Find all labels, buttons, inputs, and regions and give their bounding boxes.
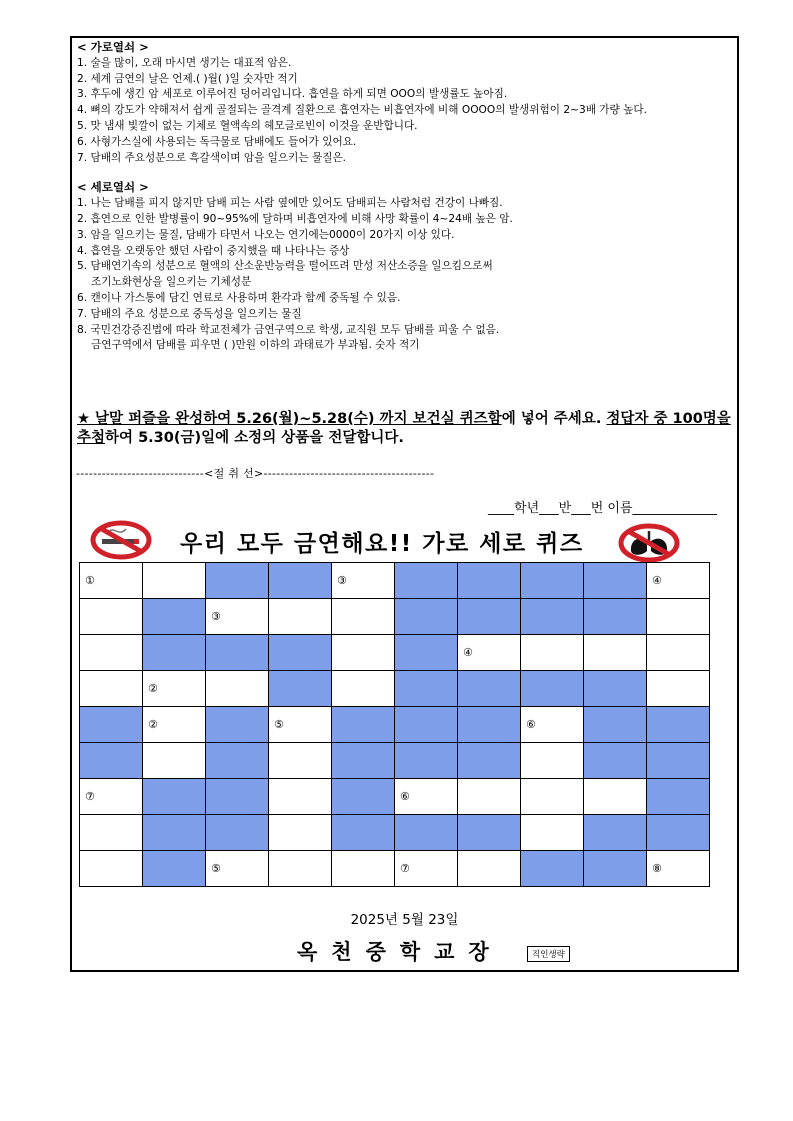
grid-cell-number: ⑦: [400, 862, 410, 875]
grid-cell-number: ④: [463, 646, 473, 659]
grid-cell-number: ③: [211, 610, 221, 623]
grid-cell-number: ⑦: [85, 790, 95, 803]
grid-row: [80, 779, 710, 815]
grid-cell-blocked: [206, 707, 269, 743]
grid-cell-answer[interactable]: [269, 851, 332, 887]
grid-cell-answer[interactable]: [269, 815, 332, 851]
grid-cell-blocked: [647, 779, 710, 815]
grid-cell-answer[interactable]: [80, 671, 143, 707]
grid-cell-answer[interactable]: [647, 635, 710, 671]
grid-cell-answer[interactable]: [143, 707, 206, 743]
across-clue: 5. 맛 냄새 빛깔이 없는 기체로 혈액속의 헤모글로빈이 이것을 운반합니다.: [77, 119, 418, 132]
grid-row: [80, 563, 710, 599]
no-smoking-lungs-icon: [618, 523, 680, 563]
grid-cell-blocked: [206, 743, 269, 779]
grid-cell-blocked: [647, 815, 710, 851]
grid-cell-answer[interactable]: [269, 599, 332, 635]
grid-cell-answer[interactable]: [332, 599, 395, 635]
grid-cell-blocked: [458, 815, 521, 851]
down-clue: 2. 흡연으로 인한 발병률이 90~95%에 달하며 비흡연자에 비해 사망 확률이 4~24배 높은 암.: [77, 212, 513, 225]
grid-cell-answer[interactable]: [647, 671, 710, 707]
grid-cell-blocked: [521, 599, 584, 635]
grid-cell-blocked: [584, 851, 647, 887]
grid-cell-answer[interactable]: [458, 635, 521, 671]
down-clue-continued: 금연구역에서 담배를 피우면 ( )만원 이하의 과태료가 부과됨. 숫자 적기: [91, 339, 420, 352]
no-smoking-icon: [90, 520, 152, 560]
grid-cell-answer[interactable]: [647, 599, 710, 635]
notice-text: 에 넣어 주세요.: [501, 411, 607, 427]
grid-cell-blocked: [143, 599, 206, 635]
grid-cell-answer[interactable]: [521, 707, 584, 743]
quiz-title: 우리 모두 금연해요!! 가로 세로 퀴즈: [180, 531, 584, 557]
grid-cell-blocked: [458, 743, 521, 779]
grid-row: [80, 599, 710, 635]
grid-cell-blocked: [332, 815, 395, 851]
grid-cell-answer[interactable]: [80, 563, 143, 599]
grid-cell-blocked: [80, 707, 143, 743]
grid-cell-blocked: [458, 671, 521, 707]
grid-cell-answer[interactable]: [80, 851, 143, 887]
grid-cell-answer[interactable]: [80, 635, 143, 671]
grid-cell-blocked: [269, 563, 332, 599]
down-clue: 8. 국민건강증진법에 따라 학교전체가 금연구역으로 학생, 교직원 모두 담배를 피울 수 없음.: [77, 323, 500, 336]
down-title: < 세로열쇠 >: [77, 180, 149, 195]
grid-cell-blocked: [395, 563, 458, 599]
down-clue: 6. 캔이나 가스통에 담긴 연료로 사용하며 환각과 함께 중독될 수 있음.: [77, 291, 401, 304]
grid-cell-blocked: [647, 743, 710, 779]
grid-cell-blocked: [332, 743, 395, 779]
grid-cell-blocked: [206, 779, 269, 815]
across-clue: 2. 세계 금연의 날은 언제.( )월( )일 숫자만 적기: [77, 72, 298, 85]
grid-cell-answer[interactable]: [584, 779, 647, 815]
grid-cell-blocked: [584, 671, 647, 707]
grid-cell-number: ⑤: [274, 718, 284, 731]
grid-row: [80, 743, 710, 779]
grid-cell-blocked: [143, 851, 206, 887]
principal-signature: 옥천중학교장: [297, 940, 503, 964]
down-clue: 3. 암을 일으키는 물질, 담배가 타면서 나오는 연기에는0000이 20가지 이상 있다.: [77, 228, 455, 241]
submission-notice: [77, 410, 737, 448]
student-info-line: ____학년___반___번 이름_____________: [488, 501, 717, 516]
issue-date: 2025년 5월 23일: [350, 912, 459, 928]
grid-cell-answer[interactable]: [269, 779, 332, 815]
grid-cell-blocked: [584, 743, 647, 779]
grid-cell-blocked: [584, 563, 647, 599]
grid-cell-blocked: [206, 635, 269, 671]
grid-cell-blocked: [395, 743, 458, 779]
grid-cell-answer[interactable]: [395, 851, 458, 887]
grid-cell-answer[interactable]: [584, 635, 647, 671]
grid-cell-blocked: [143, 779, 206, 815]
down-clue-continued: 조기노화현상을 일으키는 기체성분: [91, 276, 252, 289]
grid-cell-answer[interactable]: [80, 815, 143, 851]
grid-cell-answer[interactable]: [521, 635, 584, 671]
grid-cell-blocked: [332, 779, 395, 815]
grid-row: [80, 635, 710, 671]
notice-draw: 정답자 중 100명을 추첨: [77, 411, 731, 446]
grid-cell-answer[interactable]: [80, 779, 143, 815]
grid-cell-blocked: [269, 635, 332, 671]
grid-cell-number: ③: [337, 574, 347, 587]
crossword-grid: [79, 562, 710, 887]
grid-cell-blocked: [458, 563, 521, 599]
grid-cell-answer[interactable]: [458, 851, 521, 887]
grid-cell-blocked: [143, 815, 206, 851]
grid-cell-blocked: [521, 671, 584, 707]
down-clue: 1. 나는 담배를 피지 않지만 담배 피는 사람 옆에만 있어도 담배피는 사람처럼 건강이 나빠짐.: [77, 197, 503, 210]
seal-omitted-stamp: 직인생략: [527, 946, 570, 962]
notice-deadline: ★ 날말 퍼즐을 완성하여 5.26(월)~5.28(수) 까지 보건실 퀴즈함: [77, 411, 502, 427]
grid-cell-answer[interactable]: [206, 599, 269, 635]
grid-cell-answer[interactable]: [332, 671, 395, 707]
grid-cell-blocked: [521, 851, 584, 887]
across-clue: 3. 후두에 생긴 암 세포로 이루어진 덩어리입니다. 흡연을 하게 되면 OOO의 발생률도 높아짐.: [77, 88, 508, 101]
grid-cell-blocked: [584, 815, 647, 851]
grid-cell-blocked: [269, 671, 332, 707]
grid-cell-blocked: [143, 635, 206, 671]
across-title: < 가로열쇠 >: [77, 40, 149, 54]
down-clue: 5. 담배연기속의 성분으로 혈액의 산소운반능력을 떨어뜨려 만성 저산소증을 일으킴으로써: [77, 260, 493, 273]
grid-cell-answer[interactable]: [143, 671, 206, 707]
grid-cell-answer[interactable]: [269, 743, 332, 779]
grid-cell-answer[interactable]: [206, 671, 269, 707]
grid-row: [80, 851, 710, 887]
grid-cell-answer[interactable]: [332, 563, 395, 599]
grid-cell-blocked: [80, 743, 143, 779]
grid-cell-number: ①: [85, 574, 95, 587]
grid-cell-number: ⑤: [211, 862, 221, 875]
grid-cell-number: ②: [148, 718, 158, 731]
across-clue: 6. 사형가스실에 사용되는 독극물로 담배에도 들어가 있어요.: [77, 135, 357, 148]
grid-cell-blocked: [584, 599, 647, 635]
grid-cell-answer[interactable]: [143, 743, 206, 779]
across-clue: 4. 뼈의 강도가 약해져서 쉽게 골절되는 골격계 질환으로 흡연자는 비흡연자에 비해 OOOO의 발생위험이 2~3배 가량 높다.: [77, 104, 647, 117]
cut-line: ------------------------------<절 취 선>----------------------------------------: [76, 467, 435, 480]
grid-cell-answer[interactable]: [395, 779, 458, 815]
grid-row: [80, 815, 710, 851]
grid-cell-blocked: [206, 815, 269, 851]
quiz-title-row: [82, 520, 722, 564]
grid-cell-blocked: [458, 707, 521, 743]
grid-cell-answer[interactable]: [647, 563, 710, 599]
grid-cell-blocked: [521, 563, 584, 599]
clue-section: [77, 40, 737, 354]
grid-cell-blocked: [395, 671, 458, 707]
grid-cell-answer[interactable]: [143, 563, 206, 599]
down-clue: 7. 담배의 주요 성분으로 중독성을 일으키는 물질: [77, 307, 302, 320]
grid-cell-answer[interactable]: [269, 707, 332, 743]
grid-cell-blocked: [395, 815, 458, 851]
across-clue: 7. 담배의 주요성분으로 흑갈색이며 암을 일으키는 물질은.: [77, 151, 347, 164]
grid-cell-answer[interactable]: [647, 851, 710, 887]
grid-row: [80, 671, 710, 707]
grid-cell-blocked: [584, 707, 647, 743]
grid-cell-blocked: [395, 707, 458, 743]
grid-cell-answer[interactable]: [521, 815, 584, 851]
grid-cell-number: ②: [148, 682, 158, 695]
grid-row: [80, 707, 710, 743]
grid-cell-blocked: [332, 707, 395, 743]
grid-cell-blocked: [458, 599, 521, 635]
grid-cell-blocked: [647, 707, 710, 743]
grid-cell-answer[interactable]: [332, 635, 395, 671]
grid-cell-number: ⑥: [400, 790, 410, 803]
down-clue: 4. 흡연을 오랫동안 했던 사람이 중지했을 때 나타나는 증상: [77, 244, 350, 257]
grid-cell-answer[interactable]: [332, 851, 395, 887]
grid-cell-blocked: [206, 563, 269, 599]
grid-cell-blocked: [395, 635, 458, 671]
notice-frame: [70, 36, 739, 972]
across-clue: 1. 술을 많이, 오래 마시면 생기는 대표적 암은.: [77, 56, 292, 69]
grid-cell-number: ④: [652, 574, 662, 587]
grid-cell-blocked: [395, 599, 458, 635]
grid-cell-number: ⑧: [652, 862, 662, 875]
grid-cell-answer[interactable]: [521, 779, 584, 815]
grid-cell-number: ⑥: [526, 718, 536, 731]
notice-text: 하여 5.30(금)일에 소정의 상품을 전달합니다.: [105, 430, 404, 446]
grid-cell-answer[interactable]: [80, 599, 143, 635]
grid-cell-answer[interactable]: [458, 779, 521, 815]
grid-cell-answer[interactable]: [206, 851, 269, 887]
grid-cell-answer[interactable]: [521, 743, 584, 779]
